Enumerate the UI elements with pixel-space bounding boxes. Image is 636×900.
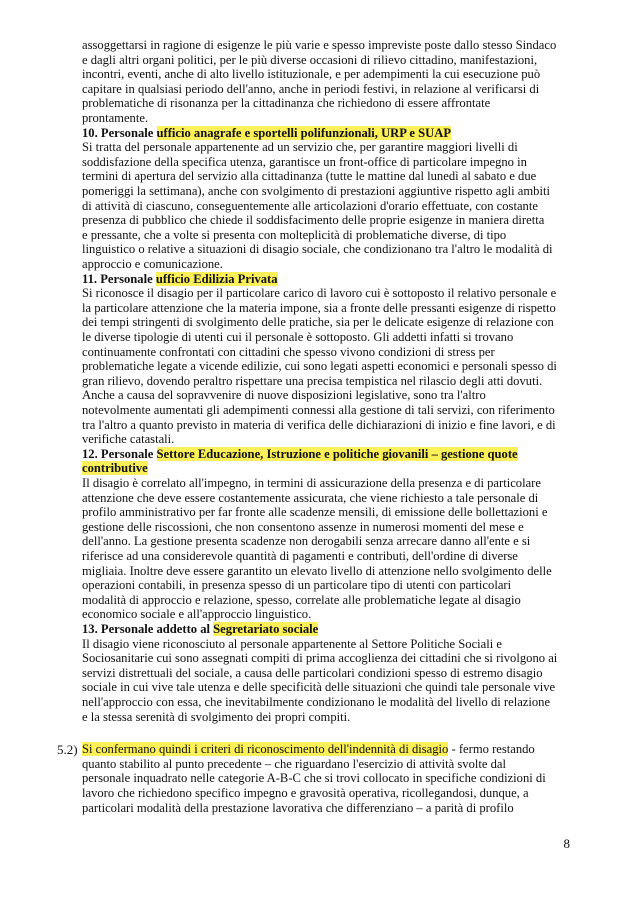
paragraph-s10 — [82, 126, 572, 272]
text-line: continuamente confrontati con cittadini che spesso vivono condizioni di stress per — [82, 344, 495, 359]
heading-highlight: ufficio Edilizia Privata — [155, 271, 278, 286]
text-line: soddisfazione della specifica utenza, garantisce un front-office di particolare impegno in — [82, 154, 527, 169]
text-line: problematiche di risonanza per la cittadinanza che richiedono di essere affrontate — [82, 96, 491, 111]
section-heading-cont — [82, 461, 572, 476]
text-line: presenza di pubblico che chiede il soddisfacimento delle proprie esigenze in maniera diretta — [82, 213, 545, 228]
heading-prefix: 13. Personale addetto al — [82, 622, 214, 636]
text-line: le diverse tipologie di utenti cui il personale è sottoposto. Gli addetti infatti si trovano — [82, 329, 514, 344]
text-line: Sociosanitarie cui sono assegnati compiti di prima accoglienza dei cittadini che si rivolgono ai — [82, 651, 558, 666]
text-line: Si tratta del personale appartenente ad un servizio che, per garantire maggiori livelli di — [82, 140, 518, 155]
section-heading — [82, 126, 572, 141]
text-line: economico sociale e all'approccio linguistico. — [82, 607, 312, 622]
highlighted-text: Si confermano quindi i criteri di riconoscimento dell'indennità di disagio — [82, 742, 449, 757]
section-heading — [82, 272, 572, 287]
text-line: gran rilievo, dovendo peraltro rispettare una precisa tempistica nel rilascio degli atti dovuti. — [82, 373, 543, 388]
heading-prefix: 10. Personale — [82, 125, 157, 140]
text-line: verifiche catastali. — [82, 432, 175, 447]
text-fragment: - fermo restando — [448, 742, 535, 757]
text-line: lavoro che richiedono specifico impegno e gravosità operativa, ricollegandosi, dunque, a — [82, 785, 529, 800]
text-line: pomeriggi la settimana), anche con svolgimento di prestazioni aggiuntive rispetto agli ambiti — [82, 183, 550, 198]
page-number: 8 — [563, 836, 570, 851]
text-line: e la stessa serenità di svolgimento dei propri compiti. — [82, 709, 351, 724]
text-line: approccio e comunicazione. — [82, 256, 223, 271]
text-line: assoggettarsi in ragione di esigenze le più varie e spesso impreviste poste dallo stesso Sindaco — [82, 38, 557, 52]
paragraph-s13 — [82, 622, 572, 724]
text-line: Il disagio viene riconosciuto al personale appartenente al Settore Politiche Sociali e — [82, 636, 503, 651]
text-line: gestione delle riscossioni, che non consentono assenze in numerosi momenti del mese e — [82, 519, 524, 534]
text-line: linguistico o relative a situazioni di disagio sociale, che condizionano tra l'altro le modalità di — [82, 242, 553, 257]
text-line: Il disagio è correlato all'impegno, in termini di assicurazione della presenza e di particolare — [82, 475, 541, 490]
paragraph-s11 — [82, 272, 572, 447]
text-line: migliaia. Inoltre deve essere garantito un elevato livello di attenzione nello svolgimento delle — [82, 563, 552, 578]
paragraph-intro — [82, 38, 572, 126]
heading-highlight: ufficio anagrafe e sportelli polifunzionali, URP e SUAP — [156, 125, 452, 140]
section-number: 5.2) — [57, 742, 78, 758]
text-line: prontamente. — [82, 110, 149, 125]
text-line: dei tempi stringenti di svolgimento delle pratiche, sia per le delicate esigenze di relazione con — [82, 315, 554, 330]
text-line: tra l'altro a quanto previsto in materia di verifica delle dichiarazioni di inizio e fine lavori, e di — [82, 417, 556, 432]
heading-highlight: Settore Educazione, Istruzione e politiche giovanili – gestione quote — [156, 446, 518, 461]
text-line: nell'approccio con essa, che inevitabilmente condizionano le modalità del livello di relazione — [82, 694, 551, 709]
text-line: incontri, eventi, anche di alto livello istituzionale, e per adempimenti la cui esecuzione può — [82, 67, 541, 82]
text-line: personale inquadrato nelle categorie A-B-C che si trovi collocato in specifiche condizioni di — [82, 771, 546, 786]
text-line: e pressante, che a volte si presenta con molteplicità di problematiche diverse, di tipo — [82, 227, 507, 242]
text-line: servizi distrettuali del sociale, a causa delle particolari condizioni spesso di estremo disagio — [82, 665, 543, 680]
paragraph-s12 — [82, 447, 572, 622]
heading-highlight: Segretariato sociale — [213, 622, 319, 636]
text-line: notevolmente aumentati gli adempimenti connessi alla gestione di tali servizi, con riferimento — [82, 402, 555, 417]
text-line: capitare in qualsiasi periodo dell'anno, anche in periodi festivi, in relazione al verificarsi di — [82, 81, 540, 96]
text-line: particolari modalità della prestazione lavorativa che differenziano – a parità di profilo — [82, 800, 514, 815]
text-line: Anche a causa del sopravvenire di nuove disposizioni legislative, sono tra l'altro — [82, 388, 486, 403]
heading-prefix: 12. Personale — [82, 446, 157, 461]
text-line: problematiche legate a vicende edilizie, cui sono legati aspetti economici e personali spesso di — [82, 359, 557, 374]
section-heading — [82, 622, 572, 637]
section-heading — [82, 447, 572, 462]
text-line: attenzione che deve essere costantemente assicurata, che viene richiesto a tale personale di — [82, 490, 539, 505]
heading-prefix: 11. Personale — [82, 271, 156, 286]
text-line: dell'anno. La gestione presenta scadenze non derogabili senza arrecare danno all'ente e si — [82, 534, 531, 549]
text-line: sociale in cui vive tale utenza e delle specificità delle situazioni che quindi tale personale vive — [82, 680, 556, 695]
text-line: quanto stabilito al punto precedente – che riguardano l'esercizio di attività svolte dal — [82, 756, 507, 771]
heading-highlight: contributive — [82, 461, 148, 476]
text-line: termini di apertura del servizio alla cittadinanza (tutte le mattine dal lunedì al sabato e due — [82, 169, 537, 184]
text-line: riferisce ad una considerevole quantità di pagamenti e contributi, dell'ordine di diverse — [82, 548, 518, 563]
paragraph-5-2 — [82, 742, 572, 815]
text-line: operazioni contabili, in presenza spesso di un particolare tipo di utenti con particolari — [82, 578, 512, 593]
section-5-2-first-line — [82, 742, 572, 757]
text-line: e dagli altri organi politici, per le più diverse occasioni di rilievo cittadino, manifestazioni, — [82, 52, 538, 67]
text-line: profilo amministrativo per far fronte alle scadenze mensili, di emissione delle bollettazioni e — [82, 505, 548, 520]
text-line: la particolare attenzione che la materia impone, sia a fronte delle pressanti esigenze di rispetto — [82, 300, 556, 315]
text-line: di attività di ciascuno, conseguentemente alle articolazioni d'orario effettuate, con costante — [82, 198, 538, 213]
text-line: modalità di approccio e relazione, spesso, correlate alle problematiche legate al disagio — [82, 592, 521, 607]
text-line: Si riconosce il disagio per il particolare carico di lavoro cui è sottoposto il relativo personale e — [82, 286, 557, 301]
